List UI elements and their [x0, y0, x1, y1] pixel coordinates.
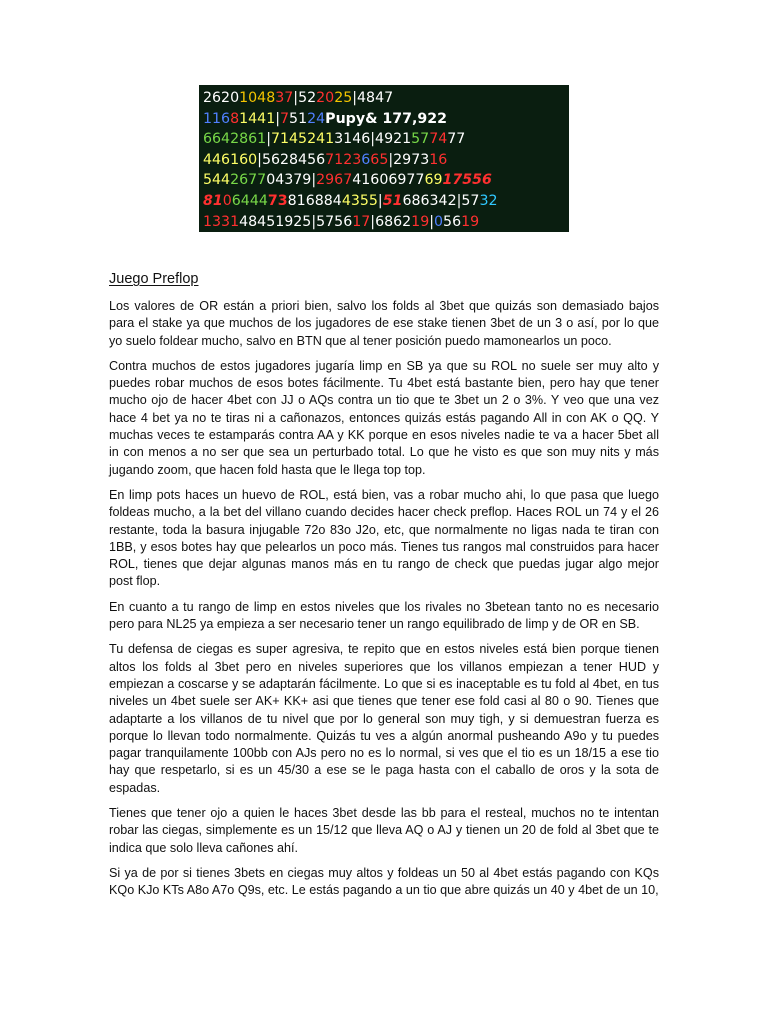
hud-stat-segment: |	[388, 151, 394, 168]
hud-stat-segment: |	[293, 90, 299, 106]
hud-stat-segment: 56	[443, 213, 462, 230]
hud-stat-segment: |	[377, 192, 383, 209]
poker-hud-image	[199, 85, 569, 232]
paragraph-5: Tu defensa de ciegas es super agresiva, te repito que en estos niveles está bien porque tienen altos los folds al 3bet pero en niveles superiores que los villanos empiezan a tener HUD y empiezan a coscarse y se adaptarán fácilmente. Lo que si es inaceptable es tu fold al 4bet, en tus niveles un 4bet suele ser AK+ KK+ asi que tienes que tener ese fold casi al 80 o 90. Tienes que adaptarte a los villanos de tu nivel que por lo general son muy tigh, y si demuestran fuerza es porque lo llevan todo normalmente. Quizás tu ves a algún anormal pusheando A9o y tu puedes pagar tranquilamente 100bb con AJs pero no es lo normal, si ves que el tio es un 18/15 a ese tio hay que respetarlo, si es un 45/30 a ese se le paga hasta con el caballo de oros y la sota de espadas.	[109, 642, 659, 795]
hud-stat-segment: 4921	[375, 131, 412, 148]
hud-stat-segment: 1441	[239, 110, 276, 127]
hud-stat-segment: 74	[429, 131, 448, 148]
hud-stat-segment: 19	[461, 213, 480, 230]
hud-stat-segment: |	[311, 213, 317, 230]
hud-stat-segment: 51	[289, 110, 308, 127]
hud-stat-segment: 69	[424, 172, 443, 189]
hud-stat-segment: 20	[316, 90, 335, 106]
hud-stat-segment: 1925	[275, 213, 312, 230]
hud-stat-segment: 81	[203, 192, 223, 209]
hud-stat-segment: 446160	[203, 151, 258, 168]
hud-stat-segment: 6642861	[203, 131, 267, 148]
hud-stat-segment: 5628456	[261, 151, 326, 168]
hud-stat-segment: |	[456, 192, 462, 209]
hud-stat-segment: 116	[203, 110, 231, 127]
document-body	[109, 298, 659, 908]
hud-stat-segment: 4847	[357, 90, 394, 106]
hud-stat-segment: 7	[280, 110, 290, 127]
paragraph-2: Contra muchos de estos jugadores jugaría limp en SB ya que su ROL no suele ser muy alto y puedes robar muchos de esos botes fácilmente. Tu 4bet está bastante bien, pero hay que tener mucho ojo de hacer 4bet con JJ o AQs contra un tio que te 3bet un 2 o 3%. Y veo que una vez hace 4 bet ya no te tiras ni a cañonazos, entonces quizás estás pagando All in con AK o QQ. Y muchas veces te estamparás contra AA y KK porque en esos niveles nadie te va a hacer 5bet all in con menos a no ser que sea un perturbado total. Lo que he visto es que son muy nits y más jugando zoom, que hacen fold hasta que le llega top top.	[109, 358, 659, 477]
hud-stat-segment: Pupy& 177,922	[325, 110, 448, 127]
paragraph-3: En limp pots haces un huevo de ROL, está bien, vas a robar mucho ahi, lo que pasa que luego foldeas mucho, a la bet del villano cuando decides hacer check preflop. Haces ROL un 74 y el 26 restante, toda la basura injugable 72o 83o J2o, etc, que normalmente no ligas nada te tiran con 1BB, y esos botes hay que pelearlos un poco más. Tienes tus rangos mal construidos para hacer ROL, tienes que dejar algunas manos más en tu rango de check que puedas jugar algo mejor post flop.	[109, 487, 659, 589]
hud-stat-line	[203, 109, 565, 130]
hud-stat-segment: 3146	[334, 131, 371, 148]
hud-stat-segment: 16	[429, 151, 448, 168]
hud-stat-segment: 6	[361, 151, 371, 168]
hud-stat-segment: 5756	[316, 213, 353, 230]
hud-stat-segment: |	[266, 131, 271, 148]
hud-stat-segment: 51	[382, 192, 403, 209]
hud-stat-segment: 19	[411, 213, 430, 230]
hud-stat-line	[203, 129, 565, 150]
paragraph-6: Tienes que tener ojo a quien le haces 3bet desde las bb para el resteal, muchos no te intentan robar las ciegas, simplemente es un 15/12 que lleva AQ o AJ y tienen un 20 de fold al 3bet que te indica que solo lleva cañones ahí.	[109, 806, 659, 855]
hud-stat-segment: |	[257, 151, 262, 168]
hud-stat-segment: 4845	[239, 213, 276, 230]
paragraph-1: Los valores de OR están a priori bien, salvo los folds al 3bet que quizás son demasiado bajos para el stake ya que muchos de los jugadores de ese stake tienen 3bet de un 3 o así, por lo que yo suelo foldear mucho, salvo en BTN que al tener posición puedo mamonearlos un poco.	[109, 299, 659, 348]
hud-stat-segment: 04379	[266, 172, 312, 189]
hud-stat-segment: 0	[222, 192, 232, 209]
hud-stat-segment: 123	[334, 151, 362, 168]
hud-stat-segment: 4355	[341, 192, 378, 209]
hud-stat-segment: |	[275, 110, 281, 127]
hud-stat-segment: 57	[461, 192, 480, 209]
hud-stat-segment: 2967	[316, 172, 353, 189]
hud-stat-line	[203, 170, 565, 191]
hud-stat-segment: 2677	[230, 172, 267, 189]
section-heading: Juego Preflop	[109, 271, 199, 287]
hud-stat-segment: 17	[352, 213, 371, 230]
hud-stat-segment: |	[370, 131, 376, 148]
hud-stat-segment: 24	[307, 110, 326, 127]
hud-stat-segment: 7145241	[270, 131, 335, 148]
hud-stat-segment: 686342	[402, 192, 457, 209]
hud-stat-segment: 6862	[375, 213, 412, 230]
paragraph-4: En cuanto a tu rango de limp en estos niveles que los rivales no 3betean tanto no es necesario pero para NL25 ya empieza a ser necesario tener un rango equilibrado de limp y de OR en SB.	[109, 599, 659, 632]
hud-stat-segment: 17556	[442, 172, 492, 189]
hud-stat-segment: 57	[411, 131, 430, 148]
hud-stat-segment: |	[311, 172, 317, 189]
hud-stat-line	[203, 191, 565, 212]
hud-stat-segment: 32	[479, 192, 498, 209]
hud-stat-line	[203, 150, 565, 171]
hud-stat-segment: 0	[434, 213, 444, 230]
hud-stat-line	[203, 88, 565, 109]
hud-stat-segment: 52	[298, 90, 317, 106]
hud-stat-segment: 73	[267, 192, 288, 209]
hud-stat-segment: 8	[230, 110, 240, 127]
hud-stat-segment: |	[352, 90, 358, 106]
hud-stat-segment: 37	[275, 90, 294, 106]
hud-stat-segment: 1048	[239, 90, 276, 106]
hud-stat-segment: 25	[334, 90, 353, 106]
paragraph-7: Si ya de por si tienes 3bets en ciegas muy altos y foldeas un 50 al 4bet estás pagando con KQs KQo KJo KTs A8o A7o Q9s, etc. Le estás pagando a un tio que abre quizás un 40 y 4bet de un 10,	[109, 865, 659, 898]
hud-stat-segment: 6444	[231, 192, 268, 209]
hud-stat-segment: 2620	[203, 90, 240, 106]
hud-stat-segment: |	[370, 213, 376, 230]
hud-stat-segment: 65	[370, 151, 389, 168]
hud-stat-line	[203, 212, 565, 232]
hud-stat-segment: 7	[325, 151, 335, 168]
hud-stat-segment: 816884	[287, 192, 342, 209]
hud-stat-segment: |	[429, 213, 435, 230]
hud-stat-segment: 2973	[393, 151, 430, 168]
hud-stat-segment: 1331	[203, 213, 240, 230]
hud-stat-segment: 77	[447, 131, 466, 148]
hud-stat-segment: 544	[203, 172, 231, 189]
hud-stat-segment: 41606977	[352, 172, 425, 189]
